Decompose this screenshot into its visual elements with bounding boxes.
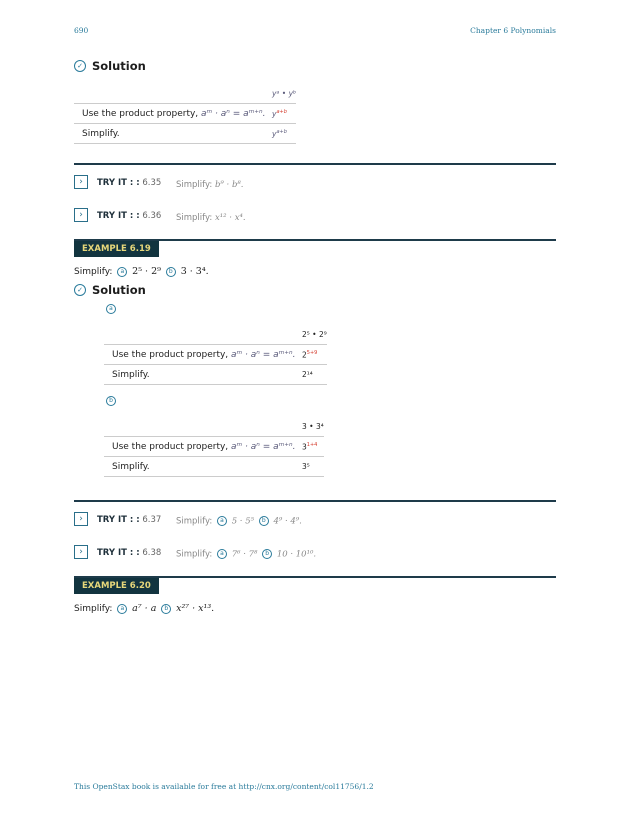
solution-heading: Solution [92,283,146,297]
check-circle-icon: ✓ [74,60,86,72]
part-b-marker: b [262,549,272,559]
step-result: $y^{a+b}$ [272,104,296,124]
step-product-property: Use the product property, aᵐ · aⁿ = aᵐ⁺ⁿ. [74,104,272,124]
top-expression: 3 • 3⁴ [302,417,324,437]
example-tag: EXAMPLE 6.20 [74,578,159,594]
try-it-label: TRY IT : : 6.38 [97,548,162,558]
part-b-marker: b [161,604,171,614]
top-expression: yᵃ • yᵇ [272,84,296,104]
try-it-prompt: Simplify: a 7⁶ · 7⁸ b 10 · 10¹⁰. [176,549,317,560]
part-a-marker: a [217,549,227,559]
chapter-title: Chapter 6 Polynomials [470,26,556,35]
chevron-right-icon[interactable]: › [74,512,88,526]
solution-heading: Solution [92,59,146,73]
try-it-prompt: Simplify: x¹² · x⁴. [176,213,246,223]
part-b-steps-table [104,417,324,477]
step-simplify: Simplify. [104,365,302,385]
part-a-marker: a [117,267,127,277]
step-result: $2^{5+9}$ [302,345,327,365]
section-divider [74,163,556,165]
step-simplify: Simplify. [104,457,302,477]
footer-note: This OpenStax book is available for free at http://cnx.org/content/col11756/1.2 [74,782,374,791]
try-it-prompt: Simplify: a 5 · 5⁵ b 4⁹ · 4⁹. [176,516,302,527]
part-a-marker: a [106,304,116,314]
part-a-marker: a [217,516,227,526]
part-b-marker: b [106,396,116,406]
chevron-right-icon[interactable]: › [74,545,88,559]
step-result: $3^{1+4}$ [302,437,324,457]
example-prompt: Simplify: a 2⁵ · 2⁹ b 3 · 3⁴. [74,266,209,277]
example-prompt: Simplify: a a⁷ · a b x²⁷ · x¹³. [74,603,215,614]
try-it-label: TRY IT : : 6.37 [97,515,162,525]
try-it-label: TRY IT : : 6.35 [97,178,162,188]
check-circle-icon: ✓ [74,284,86,296]
step-product-property: Use the product property, aᵐ · aⁿ = aᵐ⁺ⁿ. [104,437,302,457]
chevron-right-icon[interactable]: › [74,175,88,189]
part-a-marker: a [117,604,127,614]
try-it-label: TRY IT : : 6.36 [97,211,162,221]
step-simplify-result: 2¹⁴ [302,365,327,385]
solution-steps-table [74,84,296,144]
part-b-marker: b [259,516,269,526]
step-simplify-result: $y^{a+b}$ [272,124,296,144]
top-expression: 2⁵ • 2⁹ [302,325,327,345]
example-tag: EXAMPLE 6.19 [74,241,159,257]
step-product-property: Use the product property, aᵐ · aⁿ = aᵐ⁺ⁿ. [104,345,302,365]
page-number: 690 [74,26,89,35]
try-it-prompt: Simplify: b⁹ · b⁸. [176,180,244,190]
part-a-steps-table [104,325,327,385]
part-b-marker: b [166,267,176,277]
section-divider [74,500,556,502]
chevron-right-icon[interactable]: › [74,208,88,222]
step-simplify-result: 3⁵ [302,457,324,477]
step-simplify: Simplify. [74,124,272,144]
